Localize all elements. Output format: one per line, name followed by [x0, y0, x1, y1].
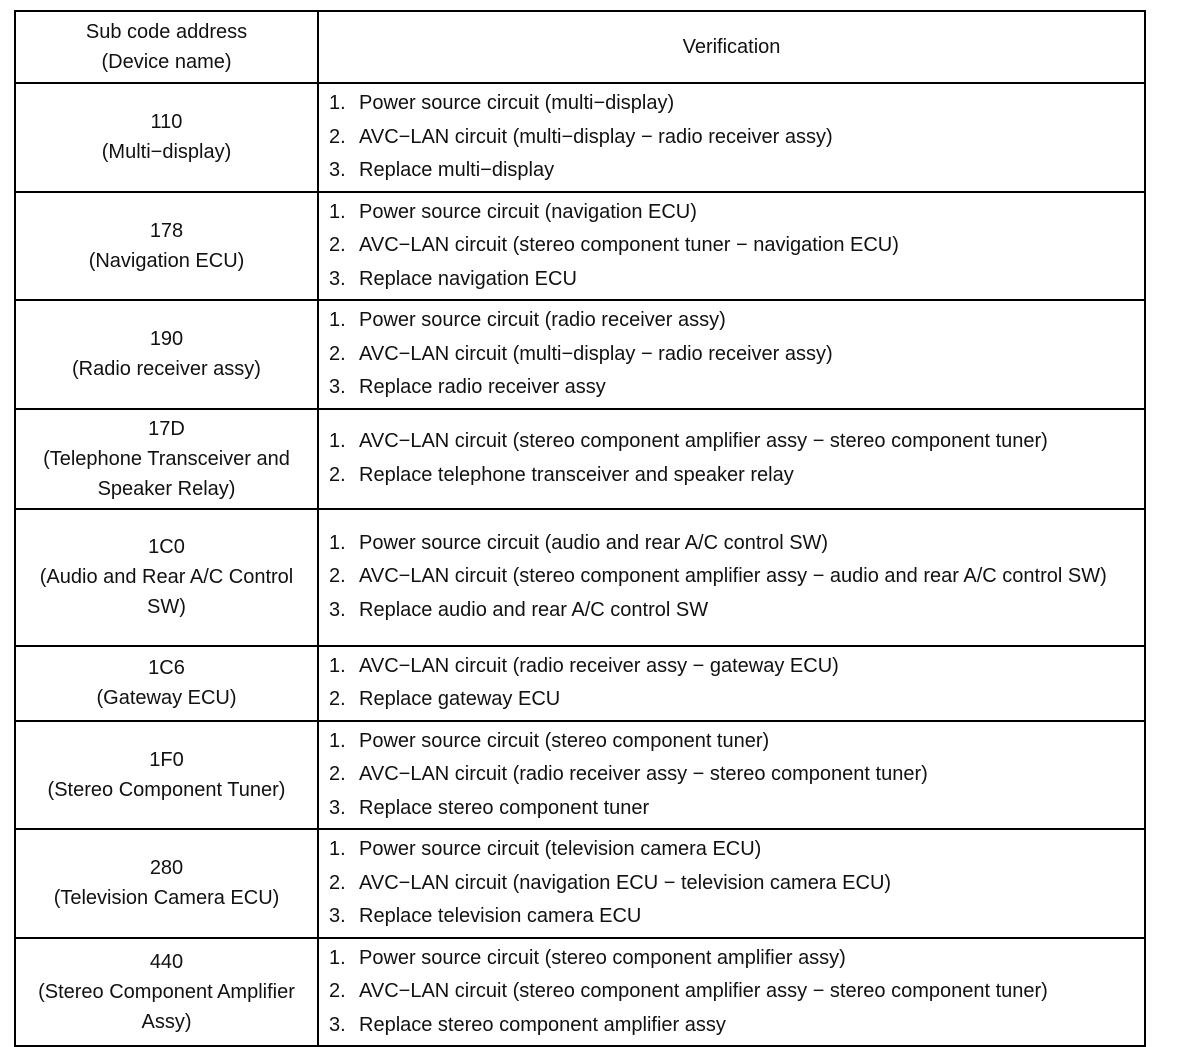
step-number: 2.	[329, 234, 346, 256]
device-name: (Stereo Component Tuner)	[47, 778, 286, 801]
sub-code-address: 178	[149, 219, 184, 242]
step-number: 3.	[329, 598, 346, 621]
device-name: (Television Camera ECU)	[53, 887, 280, 910]
table-row	[15, 829, 1145, 938]
sub-code-address: 1F0	[149, 748, 184, 771]
step-number: 3.	[329, 1013, 346, 1036]
verification-step	[329, 725, 1136, 759]
step-text: AVC−LAN circuit (multi−display − radio receiver assy)	[359, 342, 833, 365]
step-text: AVC−LAN circuit (radio receiver assy − stereo component tuner)	[359, 763, 928, 785]
verification-step	[329, 650, 1136, 684]
verification-step	[329, 683, 1136, 717]
table-row	[15, 721, 1145, 830]
step-text: Power source circuit (stereo component tuner)	[359, 729, 770, 752]
step-number: 2.	[329, 763, 346, 785]
step-number: 2.	[329, 980, 346, 1002]
verification-cell	[318, 300, 1145, 409]
sub-code-cell	[15, 83, 318, 192]
verification-step	[329, 900, 1136, 934]
step-text: AVC−LAN circuit (stereo component tuner − navigation ECU)	[359, 234, 899, 256]
step-number: 2.	[329, 565, 346, 588]
step-text: Replace navigation ECU	[359, 267, 577, 290]
sub-code-cell	[15, 509, 318, 646]
step-text: AVC−LAN circuit (multi−display − radio receiver assy)	[359, 125, 833, 148]
verification-step	[329, 229, 1136, 263]
verification-step	[329, 1009, 1136, 1043]
verification-cell	[318, 409, 1145, 509]
table-row	[15, 300, 1145, 409]
sub-code-cell	[15, 300, 318, 409]
verification-step	[329, 527, 1136, 561]
step-text: AVC−LAN circuit (stereo component amplifier assy − stereo component tuner)	[359, 430, 1048, 452]
step-text: Replace gateway ECU	[359, 688, 561, 710]
table-row	[15, 83, 1145, 192]
step-number: 3.	[329, 905, 346, 927]
verification-cell	[318, 646, 1145, 721]
step-text: Replace stereo component tuner	[359, 796, 650, 819]
step-text: Replace multi−display	[359, 159, 555, 181]
step-number: 2.	[329, 125, 346, 148]
sub-code-cell	[15, 409, 318, 509]
header-code-line1: Sub code address	[85, 21, 248, 43]
table-row	[15, 192, 1145, 301]
sub-code-cell	[15, 829, 318, 938]
step-number: 1.	[329, 309, 346, 331]
step-number: 1.	[329, 92, 346, 114]
verification-step	[329, 975, 1136, 1009]
step-text: Replace telephone transceiver and speaker relay	[359, 463, 794, 486]
table-row	[15, 409, 1145, 509]
verification-cell	[318, 83, 1145, 192]
step-number: 2.	[329, 463, 346, 486]
device-name: (Navigation ECU)	[88, 249, 245, 272]
sub-code-address: 1C0	[148, 536, 185, 558]
step-number: 2.	[329, 688, 346, 710]
step-number: 1.	[329, 430, 346, 452]
sub-code-address: 1C6	[148, 657, 185, 679]
step-text: Power source circuit (navigation ECU)	[359, 200, 697, 223]
header-sub-code-address	[15, 11, 318, 83]
verification-cell	[318, 192, 1145, 301]
verification-cell	[318, 509, 1145, 646]
table-row	[15, 646, 1145, 721]
step-text: AVC−LAN circuit (radio receiver assy − gateway ECU)	[359, 654, 839, 677]
step-number: 3.	[329, 796, 346, 819]
verification-step	[329, 338, 1136, 372]
step-text: AVC−LAN circuit (stereo component amplifier assy − stereo component tuner)	[359, 980, 1048, 1002]
step-number: 1.	[329, 946, 346, 969]
step-text: Power source circuit (multi−display)	[359, 92, 675, 114]
sub-code-address: 17D	[148, 417, 185, 440]
step-number: 1.	[329, 729, 346, 752]
verification-step	[329, 196, 1136, 230]
step-number: 2.	[329, 342, 346, 365]
sub-code-address: 190	[149, 328, 184, 351]
step-text: Power source circuit (radio receiver assy)	[359, 309, 726, 331]
step-text: Replace audio and rear A/C control SW	[359, 598, 709, 621]
verification-step	[329, 833, 1136, 867]
verification-cell	[318, 829, 1145, 938]
step-text: AVC−LAN circuit (stereo component amplifier assy − audio and rear A/C control SW)	[359, 565, 1107, 588]
step-text: AVC−LAN circuit (navigation ECU − television camera ECU)	[359, 871, 892, 894]
sub-code-cell	[15, 192, 318, 301]
step-text: Power source circuit (audio and rear A/C control SW)	[359, 531, 829, 554]
device-name: (Stereo Component Amplifier Assy)	[38, 980, 295, 1033]
verification-step	[329, 304, 1136, 338]
sub-code-cell	[15, 646, 318, 721]
verification-step	[329, 154, 1136, 188]
device-name: (Audio and Rear A/C Control SW)	[39, 566, 294, 618]
verification-step	[329, 792, 1136, 826]
step-number: 3.	[329, 159, 346, 181]
device-name: (Telephone Transceiver and Speaker Relay)	[43, 447, 290, 500]
step-number: 1.	[329, 654, 346, 677]
step-number: 3.	[329, 267, 346, 290]
device-name: (Gateway ECU)	[96, 687, 237, 709]
device-name: (Multi−display)	[101, 141, 232, 164]
verification-step	[329, 594, 1136, 628]
sub-code-address: 110	[150, 111, 183, 134]
step-number: 1.	[329, 531, 346, 554]
sub-code-cell	[15, 938, 318, 1047]
verification-step	[329, 560, 1136, 594]
verification-step	[329, 459, 1136, 493]
device-name: (Radio receiver assy)	[72, 358, 261, 381]
table-row	[15, 938, 1145, 1047]
sub-code-address: 440	[149, 950, 184, 973]
verification-step	[329, 121, 1136, 155]
verification-step	[329, 87, 1136, 121]
step-text: Replace stereo component amplifier assy	[359, 1013, 726, 1036]
step-number: 2.	[329, 871, 346, 894]
table-row	[15, 509, 1145, 646]
step-text: Power source circuit (stereo component amplifier assy)	[359, 946, 846, 969]
sub-code-cell	[15, 721, 318, 830]
header-verification: Verification	[318, 11, 1145, 83]
verification-step	[329, 867, 1136, 901]
verification-step	[329, 263, 1136, 297]
sub-code-address: 280	[149, 857, 184, 880]
verification-step	[329, 371, 1136, 405]
verification-step	[329, 758, 1136, 792]
verification-step	[329, 942, 1136, 976]
verification-step	[329, 425, 1136, 459]
step-text: Power source circuit (television camera ECU)	[359, 838, 762, 860]
table-header-row	[15, 11, 1145, 83]
header-code-line2: (Device name)	[101, 51, 232, 73]
verification-table	[14, 10, 1146, 1047]
step-text: Replace television camera ECU	[359, 905, 642, 927]
step-text: Replace radio receiver assy	[359, 376, 606, 398]
step-number: 1.	[329, 838, 346, 860]
verification-cell	[318, 938, 1145, 1047]
verification-cell	[318, 721, 1145, 830]
step-number: 3.	[329, 376, 346, 398]
step-number: 1.	[329, 200, 346, 223]
